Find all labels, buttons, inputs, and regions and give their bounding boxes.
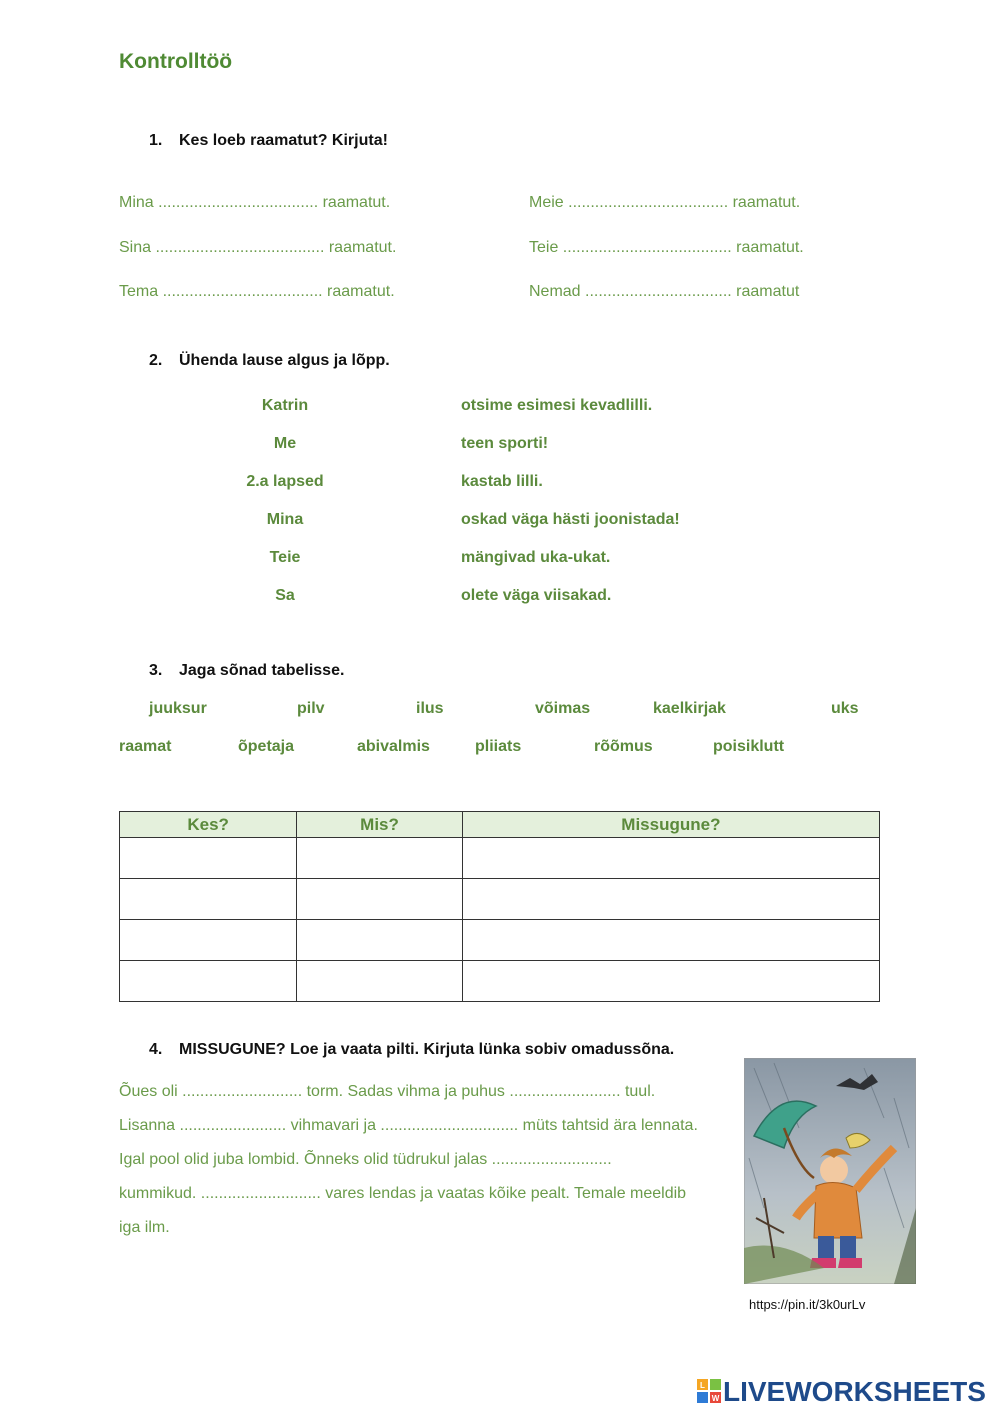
q1-heading-text: Kes loeb raamatut? Kirjuta! (179, 132, 388, 149)
q3-number: 3. (149, 662, 163, 679)
table-cell-dropzone[interactable] (297, 961, 462, 1002)
match-start[interactable]: 2.a lapsed (246, 473, 324, 490)
logo-tile-letter: W (711, 1393, 720, 1403)
q1-right-line[interactable]: Nemad ................................. raamatut (529, 283, 800, 300)
match-end[interactable]: kastab lilli. (461, 473, 543, 490)
match-start[interactable]: Katrin (261, 397, 309, 414)
table-cell-dropzone[interactable] (297, 920, 462, 961)
q1-left-line[interactable]: Mina .................................... raamatut. (119, 194, 391, 211)
logo-grid-icon (697, 1378, 721, 1410)
q2-number: 2. (149, 352, 163, 369)
word-chip[interactable]: pilv (297, 700, 325, 717)
page-title: Kontrolltöö (119, 50, 233, 73)
logo-tile-letter: L (700, 1380, 705, 1390)
q1-right-line[interactable]: Teie ...................................... raamatut. (529, 239, 804, 256)
word-chip[interactable]: abivalmis (357, 738, 430, 755)
match-end[interactable]: mängivad uka-ukat. (461, 549, 611, 566)
word-chip[interactable]: rõõmus (594, 738, 653, 755)
table-cell-dropzone[interactable] (120, 879, 297, 920)
table-cell-dropzone[interactable] (462, 879, 879, 920)
logo-text: LIVEWORKSHEETS (723, 1376, 986, 1407)
q4-paragraph (119, 1075, 734, 1245)
table-row (120, 961, 880, 1002)
word-chip[interactable]: ilus (416, 700, 444, 717)
table-cell-dropzone[interactable] (462, 961, 879, 1002)
table-row (120, 838, 880, 879)
q1-left-line[interactable]: Sina ...................................... raamatut. (119, 239, 397, 256)
column-header-mis: Mis? (297, 812, 462, 838)
liveworksheets-logo (697, 1376, 986, 1410)
q4-text-line[interactable]: Lisanna ........................ vihmavari ja ............................... müts tahtsid ära lennata. (119, 1117, 698, 1134)
table-cell-dropzone[interactable] (297, 879, 462, 920)
word-chip[interactable]: pliiats (475, 738, 522, 755)
q4-heading-text: MISSUGUNE? Loe ja vaata pilti. Kirjuta lünka sobiv omadussõna. (179, 1041, 675, 1058)
column-header-kes: Kes? (120, 812, 297, 838)
match-start[interactable]: Teie (269, 549, 301, 566)
match-end[interactable]: olete väga viisakad. (461, 587, 612, 604)
word-chip[interactable]: õpetaja (238, 738, 295, 755)
word-chip[interactable]: kaelkirjak (653, 700, 726, 717)
q3-heading (149, 662, 344, 680)
q2-heading (149, 352, 390, 370)
q1-right-line[interactable]: Meie .................................... raamatut. (529, 194, 801, 211)
table-row (120, 920, 880, 961)
q1-heading (149, 132, 388, 150)
q4-number: 4. (149, 1041, 163, 1058)
table-cell-dropzone[interactable] (297, 838, 462, 879)
storm-illustration (744, 1058, 916, 1284)
match-end[interactable]: teen sporti! (461, 435, 549, 452)
column-header-missugune: Missugune? (462, 812, 879, 838)
q3-heading-text: Jaga sõnad tabelisse. (179, 662, 345, 679)
q4-text-line[interactable]: iga ilm. (119, 1219, 170, 1236)
word-chip[interactable]: juuksur (149, 700, 207, 717)
image-source-link[interactable]: https://pin.it/3k0urLv (749, 1297, 866, 1312)
q4-text-line[interactable]: Igal pool olid juba lombid. Õnneks olid tüdrukul jalas ........................... (119, 1151, 612, 1168)
word-chip[interactable]: võimas (535, 700, 591, 717)
q2-heading-text: Ühenda lause algus ja lõpp. (179, 352, 390, 369)
sorting-table (119, 811, 880, 1002)
word-chip[interactable]: uks (831, 700, 859, 717)
table-cell-dropzone[interactable] (120, 920, 297, 961)
table-cell-dropzone[interactable] (462, 920, 879, 961)
word-chip[interactable]: poisiklutt (713, 738, 785, 755)
match-start[interactable]: Me (273, 435, 297, 452)
q4-heading (149, 1041, 674, 1059)
table-cell-dropzone[interactable] (120, 838, 297, 879)
table-header-row (120, 812, 880, 838)
q4-text-line[interactable]: kummikud. ........................... vares lendas ja vaatas kõike pealt. Temale meeldib (119, 1185, 687, 1202)
word-chip[interactable]: raamat (119, 738, 172, 755)
q4-text-line[interactable]: Õues oli ........................... torm. Sadas vihma ja puhus ......................... tuul. (119, 1083, 656, 1100)
match-start[interactable]: Sa (275, 587, 295, 604)
match-end[interactable]: oskad väga hästi joonistada! (461, 511, 680, 528)
match-start[interactable]: Mina (266, 511, 304, 528)
table-cell-dropzone[interactable] (120, 961, 297, 1002)
match-end[interactable]: otsime esimesi kevadlilli. (461, 397, 653, 414)
table-cell-dropzone[interactable] (462, 838, 879, 879)
q1-number: 1. (149, 132, 163, 149)
table-row (120, 879, 880, 920)
q1-left-line[interactable]: Tema .................................... raamatut. (119, 283, 395, 300)
